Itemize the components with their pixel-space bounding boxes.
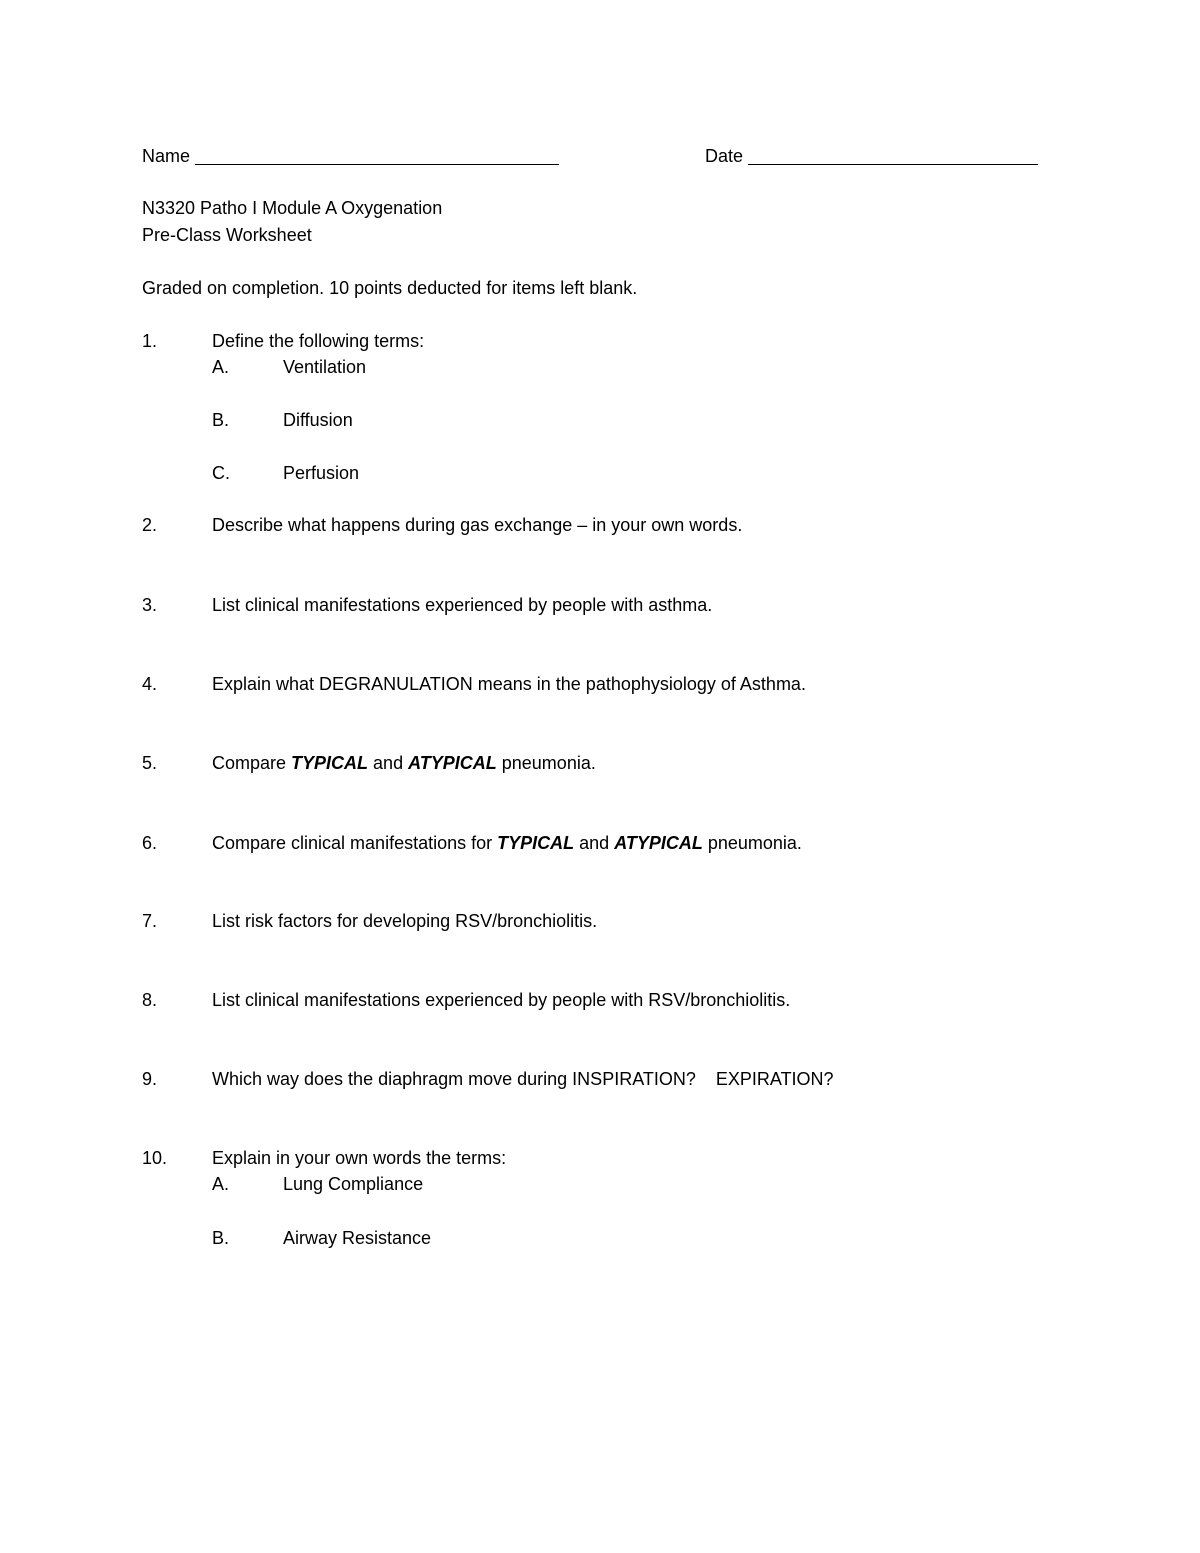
question-number: 6.: [142, 833, 158, 853]
question-text: Describe what happens during gas exchange – in your own words.: [212, 515, 743, 535]
question-number: 8.: [142, 990, 158, 1010]
sub-item-letter: B.: [212, 1228, 230, 1248]
sub-item-letter: A.: [212, 1174, 230, 1194]
question-text: Explain in your own words the terms:: [212, 1148, 507, 1168]
question-text: List clinical manifestations experienced by people with asthma.: [212, 595, 713, 615]
question-number: 2.: [142, 515, 158, 535]
text-part: Compare: [212, 753, 292, 773]
sub-item-letter: B.: [212, 410, 230, 430]
question-number: 1.: [142, 331, 158, 351]
text-part: and: [368, 753, 409, 773]
instructions: Graded on completion. 10 points deducted for items left blank.: [142, 278, 638, 298]
emphasis-atypical: ATYPICAL: [408, 753, 497, 773]
sub-item-text: Lung Compliance: [283, 1174, 424, 1194]
question-text: List clinical manifestations experienced by people with RSV/bronchiolitis.: [212, 990, 791, 1010]
sub-item-letter: C.: [212, 463, 230, 483]
sub-item-text: Perfusion: [283, 463, 360, 483]
question-text: Explain what DEGRANULATION means in the pathophysiology of Asthma.: [212, 674, 806, 694]
date-label: Date: [705, 146, 744, 166]
course-title: N3320 Patho I Module A Oxygenation: [142, 198, 443, 218]
text-part: Compare clinical manifestations for: [212, 833, 498, 853]
question-text: [212, 832, 802, 854]
sub-item-text: Airway Resistance: [283, 1228, 432, 1248]
date-field-line[interactable]: [748, 164, 1038, 165]
question-number: 7.: [142, 911, 158, 931]
sub-item-text: Ventilation: [283, 357, 367, 377]
question-number: 5.: [142, 753, 158, 773]
sub-item-text: Diffusion: [283, 410, 353, 430]
emphasis-atypical: ATYPICAL: [614, 833, 703, 853]
question-text: List risk factors for developing RSV/bronchiolitis.: [212, 911, 598, 931]
emphasis-typical: TYPICAL: [497, 833, 575, 853]
sub-item-letter: A.: [212, 357, 230, 377]
question-number: 9.: [142, 1069, 158, 1089]
question-text: Which way does the diaphragm move during INSPIRATION? EXPIRATION?: [212, 1069, 834, 1089]
emphasis-typical: TYPICAL: [291, 753, 369, 773]
text-part: and: [574, 833, 615, 853]
name-label: Name: [142, 146, 191, 166]
text-part: pneumonia.: [496, 753, 596, 773]
question-number: 4.: [142, 674, 158, 694]
text-part: pneumonia.: [702, 833, 802, 853]
question-text: [212, 752, 596, 774]
name-field-line[interactable]: [195, 164, 559, 165]
worksheet-title: Pre-Class Worksheet: [142, 225, 312, 245]
question-text: Define the following terms:: [212, 331, 425, 351]
question-number: 3.: [142, 595, 158, 615]
question-number: 10.: [142, 1148, 168, 1168]
